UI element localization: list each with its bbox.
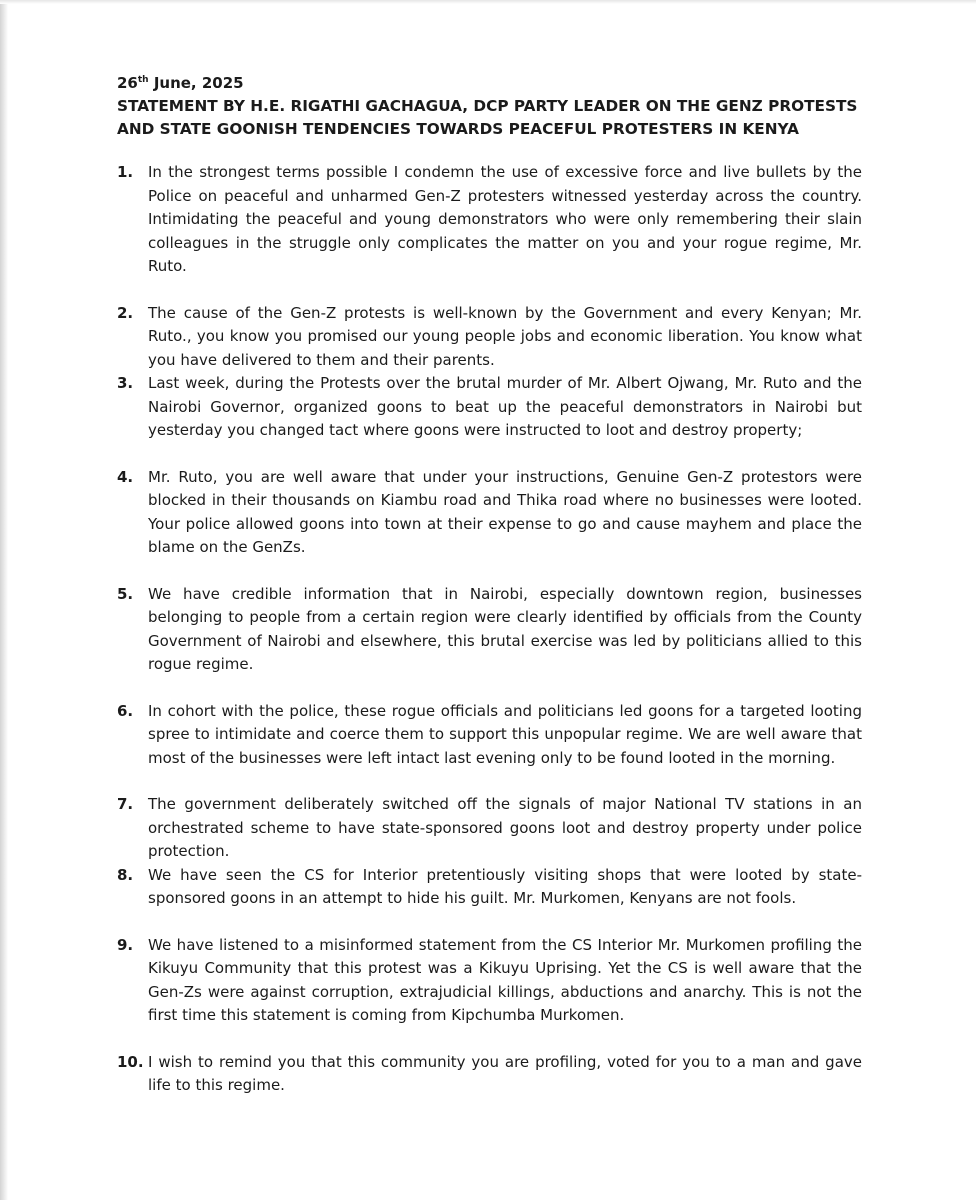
statement-point-5	[117, 583, 862, 677]
point-number: 5.	[117, 584, 134, 603]
point-text: In cohort with the police, these rogue officials and politicians led goons for a targeted looting spree to intimidate and coerce them to support this unpopular regime. We are well aware that most of the businesses were left intact last evening only to be found looted in the morning.	[148, 701, 862, 767]
statement-point-9	[117, 934, 862, 1028]
statement-date	[117, 72, 862, 94]
statement-title: STATEMENT BY H.E. RIGATHI GACHAGUA, DCP PARTY LEADER ON THE GENZ PROTESTS AND STATE GOONISH TENDENCIES TOWARDS PEACEFUL PROTESTERS IN KENYA	[117, 97, 858, 138]
point-text: The government deliberately switched off the signals of major National TV stations in an orchestrated scheme to have state-sponsored goons loot and destroy property under police protection.	[148, 795, 862, 860]
point-number: 1.	[117, 163, 134, 181]
statement-body	[117, 72, 862, 1098]
point-number: 10.	[117, 1052, 144, 1071]
statement-point-8	[117, 864, 862, 911]
point-text: We have seen the CS for Interior pretentiously visiting shops that were looted by state-sponsored goons in an attempt to hide his guilt. Mr. Murkomen, Kenyans are not fools.	[148, 865, 862, 907]
date-month-year: June, 2025	[148, 74, 244, 92]
statement-point-1	[117, 161, 862, 279]
point-text: In the strongest terms possible I condemn the use of excessive force and live bullets by the Police on peaceful and unharmed Gen-Z protesters witnessed yesterday across the country. Intimidating the peaceful and young demonstrators who were only remembering their slain colleagues in the struggle only complicates the matter on you and your rogue regime, Mr. Ruto.	[148, 163, 862, 275]
statement-point-7	[117, 793, 862, 864]
date-suffix: th	[137, 75, 149, 85]
date-day: 26	[117, 74, 138, 92]
point-number: 9.	[117, 935, 134, 954]
point-text: We have listened to a misinformed statement from the CS Interior Mr. Murkomen profiling the Kikuyu Community that this protest was a Kikuyu Uprising. Yet the CS is well aware that the Gen-Zs were against corruption, extrajudicial killings, abductions and anarchy. This is not the first time this statement is coming from Kipchumba Murkomen.	[148, 935, 862, 1024]
page-shadow-left	[0, 0, 8, 1200]
statement-point-10	[117, 1051, 862, 1098]
point-number: 4.	[117, 467, 134, 486]
statement-point-6	[117, 700, 862, 771]
statement-points	[117, 161, 862, 1098]
statement-point-2	[117, 302, 862, 373]
point-number: 6.	[117, 701, 134, 720]
statement-point-3	[117, 372, 862, 443]
statement-point-4	[117, 466, 862, 560]
point-text: I wish to remind you that this community you are profiling, voted for you to a man and gave life to this regime.	[148, 1052, 862, 1094]
point-text: The cause of the Gen-Z protests is well-known by the Government and every Kenyan; Mr. Ruto., you know you promised our young people jobs and economic liberation. You know what you have delivered to them and their parents.	[148, 303, 862, 369]
point-text: Last week, during the Protests over the brutal murder of Mr. Albert Ojwang, Mr. Ruto and the Nairobi Governor, organized goons to beat up the peaceful demonstrators in Nairobi but yesterday you changed tact where goons were instructed to loot and destroy property;	[148, 374, 862, 439]
point-number: 2.	[117, 303, 134, 322]
page-shadow-top	[0, 0, 976, 4]
point-number: 8.	[117, 865, 134, 884]
point-text: We have credible information that in Nairobi, especially downtown region, businesses belonging to people from a certain region were clearly identified by officials from the County Government of Nairobi and elsewhere, this brutal exercise was led by politicians allied to this rogue regime.	[148, 584, 862, 673]
point-number: 3.	[117, 374, 134, 392]
point-text: Mr. Ruto, you are well aware that under your instructions, Genuine Gen-Z protestors were blocked in their thousands on Kiambu road and Thika road where no businesses were looted. Your police allowed goons into town at their expense to go and cause mayhem and place the blame on the GenZs.	[148, 467, 862, 556]
point-number: 7.	[117, 795, 134, 813]
